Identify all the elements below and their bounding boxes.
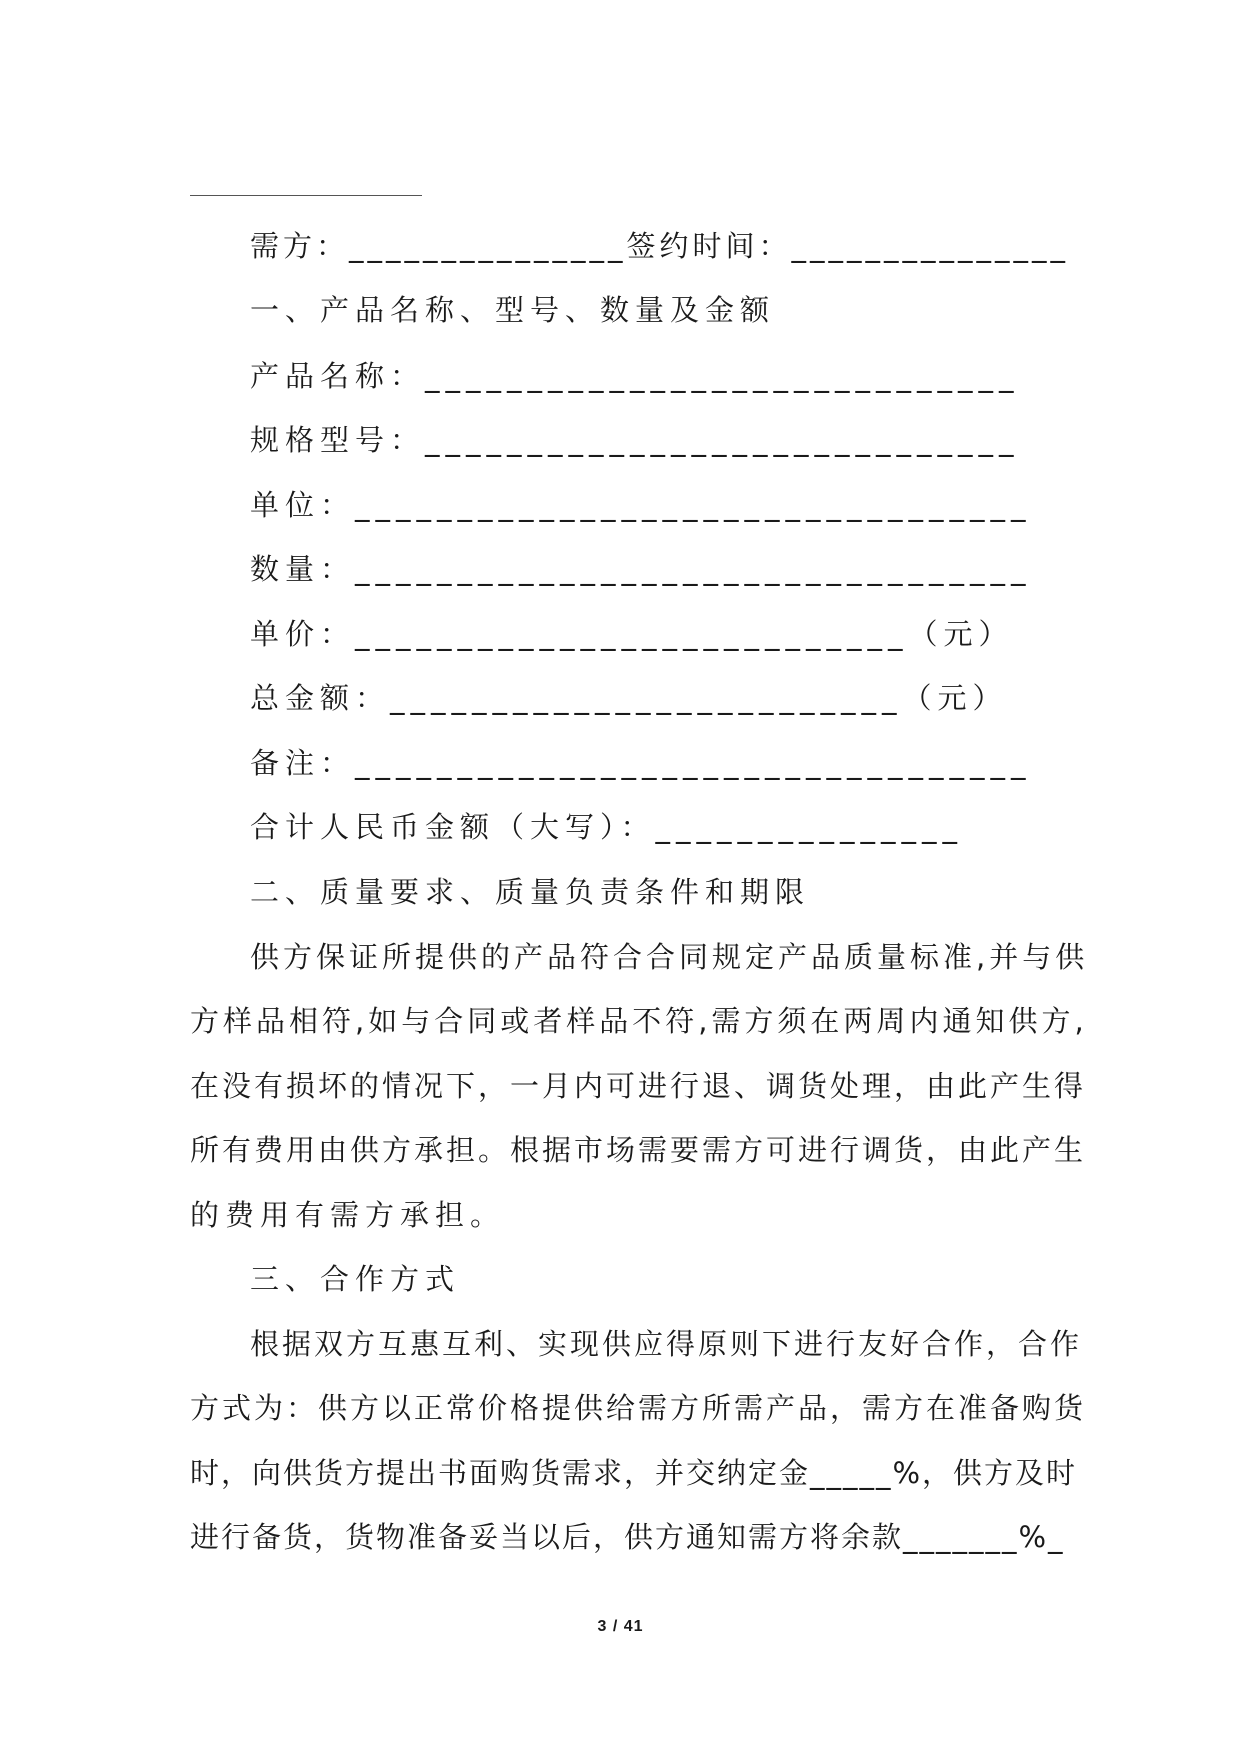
unit-field: 单位：_________________________________ bbox=[250, 488, 1032, 522]
quantity-field: 数量：_________________________________ bbox=[250, 552, 1032, 586]
rmb-total-field: 合计人民币金额（大写）：_______________ bbox=[250, 810, 964, 844]
section-3-paragraph-line: 进行备货，货物准备妥当以后，供方通知需方将余款_______%_ bbox=[190, 1520, 1065, 1554]
buyer-sign-time-line: 需方：_______________签约时间：_______________ bbox=[250, 229, 1070, 263]
section-2-paragraph-line: 的费用有需方承担。 bbox=[190, 1198, 506, 1232]
product-name-field: 产品名称：_____________________________ bbox=[250, 359, 1020, 393]
total-amount-field: 总金额：_________________________（元） bbox=[250, 681, 1008, 715]
section-3-paragraph-line: 根据双方互惠互利、实现供应得原则下进行友好合作，合作 bbox=[250, 1327, 1083, 1361]
section-2-title: 二、质量要求、质量负责条件和期限 bbox=[250, 875, 811, 909]
top-blank-line bbox=[190, 195, 422, 196]
spec-model-field: 规格型号：_____________________________ bbox=[250, 423, 1020, 457]
section-3-paragraph-line: 方式为：供方以正常价格提供给需方所需产品，需方在准备购货 bbox=[190, 1391, 1087, 1425]
section-2-paragraph-line: 供方保证所提供的产品符合合同规定产品质量标准,并与供 bbox=[250, 940, 1089, 974]
section-3-title: 三、合作方式 bbox=[250, 1262, 461, 1296]
section-3-paragraph-line: 时，向供货方提出书面购货需求，并交纳定金_____%，供方及时 bbox=[190, 1456, 1078, 1490]
remarks-field: 备注：_________________________________ bbox=[250, 746, 1032, 780]
section-2-paragraph-line: 所有费用由供方承担。根据市场需要需方可进行调货，由此产生 bbox=[190, 1133, 1087, 1167]
page-number: 3 / 41 bbox=[597, 1618, 644, 1635]
section-2-paragraph-line: 在没有损坏的情况下，一月内可进行退、调货处理，由此产生得 bbox=[190, 1069, 1087, 1103]
section-1-title: 一、产品名称、型号、数量及金额 bbox=[250, 293, 776, 327]
unit-price-field: 单价：___________________________（元） bbox=[250, 617, 1014, 651]
section-2-paragraph-line: 方样品相符,如与合同或者样品不符,需方须在两周内通知供方, bbox=[190, 1004, 1088, 1038]
